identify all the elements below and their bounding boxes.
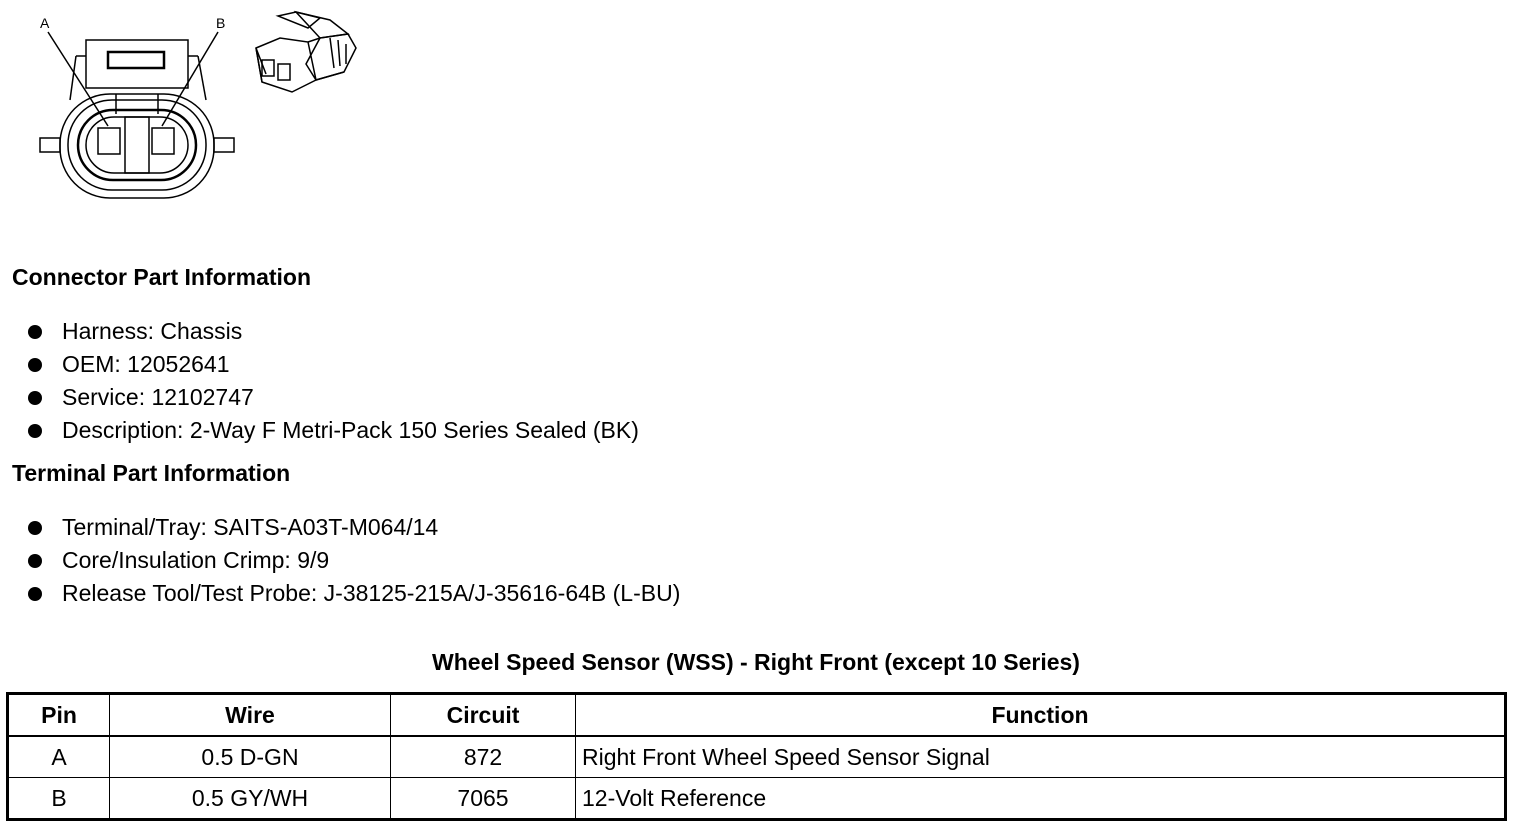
bullet-icon	[28, 554, 42, 568]
cell-pin: A	[8, 736, 110, 778]
pin-label-a: A	[40, 15, 50, 31]
bullet-icon	[28, 325, 42, 339]
list-item-text: Release Tool/Test Probe: J-38125-215A/J-35616-64B (L-BU)	[62, 580, 681, 606]
cell-circuit: 872	[391, 736, 576, 778]
list-item-text: Harness: Chassis	[62, 318, 243, 344]
list-item	[26, 348, 639, 381]
cell-wire: 0.5 GY/WH	[110, 778, 391, 820]
table-header-row	[8, 694, 1506, 737]
cell-circuit: 7065	[391, 778, 576, 820]
connector-diagram	[30, 8, 370, 208]
bullet-icon	[28, 424, 42, 438]
list-item-text: Service: 12102747	[62, 384, 254, 410]
list-item-text: Terminal/Tray: SAITS-A03T-M064/14	[62, 514, 439, 540]
list-item-text: Description: 2-Way F Metri-Pack 150 Series Sealed (BK)	[62, 417, 639, 443]
connector-face-drawing	[30, 8, 370, 208]
connector-part-info-list	[26, 315, 639, 447]
connector-iso-view	[256, 12, 356, 92]
cell-function: Right Front Wheel Speed Sensor Signal	[576, 736, 1506, 778]
list-item	[26, 544, 680, 577]
bullet-icon	[28, 358, 42, 372]
table-row	[8, 736, 1506, 778]
connector-part-info-heading: Connector Part Information	[12, 264, 312, 290]
pin-table-title: Wheel Speed Sensor (WSS) - Right Front (except 10 Series)	[432, 649, 1080, 675]
list-item	[26, 315, 639, 348]
list-item	[26, 511, 680, 544]
cell-pin: B	[8, 778, 110, 820]
table-row	[8, 778, 1506, 820]
bullet-icon	[28, 587, 42, 601]
bullet-icon	[28, 521, 42, 535]
terminal-part-info-heading: Terminal Part Information	[12, 460, 291, 486]
column-header-function: Function	[576, 694, 1506, 737]
cell-wire: 0.5 D-GN	[110, 736, 391, 778]
column-header-pin: Pin	[8, 694, 110, 737]
list-item	[26, 414, 639, 447]
column-header-circuit: Circuit	[391, 694, 576, 737]
bullet-icon	[28, 391, 42, 405]
terminal-part-info-list	[26, 511, 680, 610]
list-item	[26, 577, 680, 610]
pin-table	[6, 692, 1507, 821]
pin-label-b: B	[216, 15, 226, 31]
list-item	[26, 381, 639, 414]
list-item-text: Core/Insulation Crimp: 9/9	[62, 547, 330, 573]
cell-function: 12-Volt Reference	[576, 778, 1506, 820]
list-item-text: OEM: 12052641	[62, 351, 230, 377]
column-header-wire: Wire	[110, 694, 391, 737]
